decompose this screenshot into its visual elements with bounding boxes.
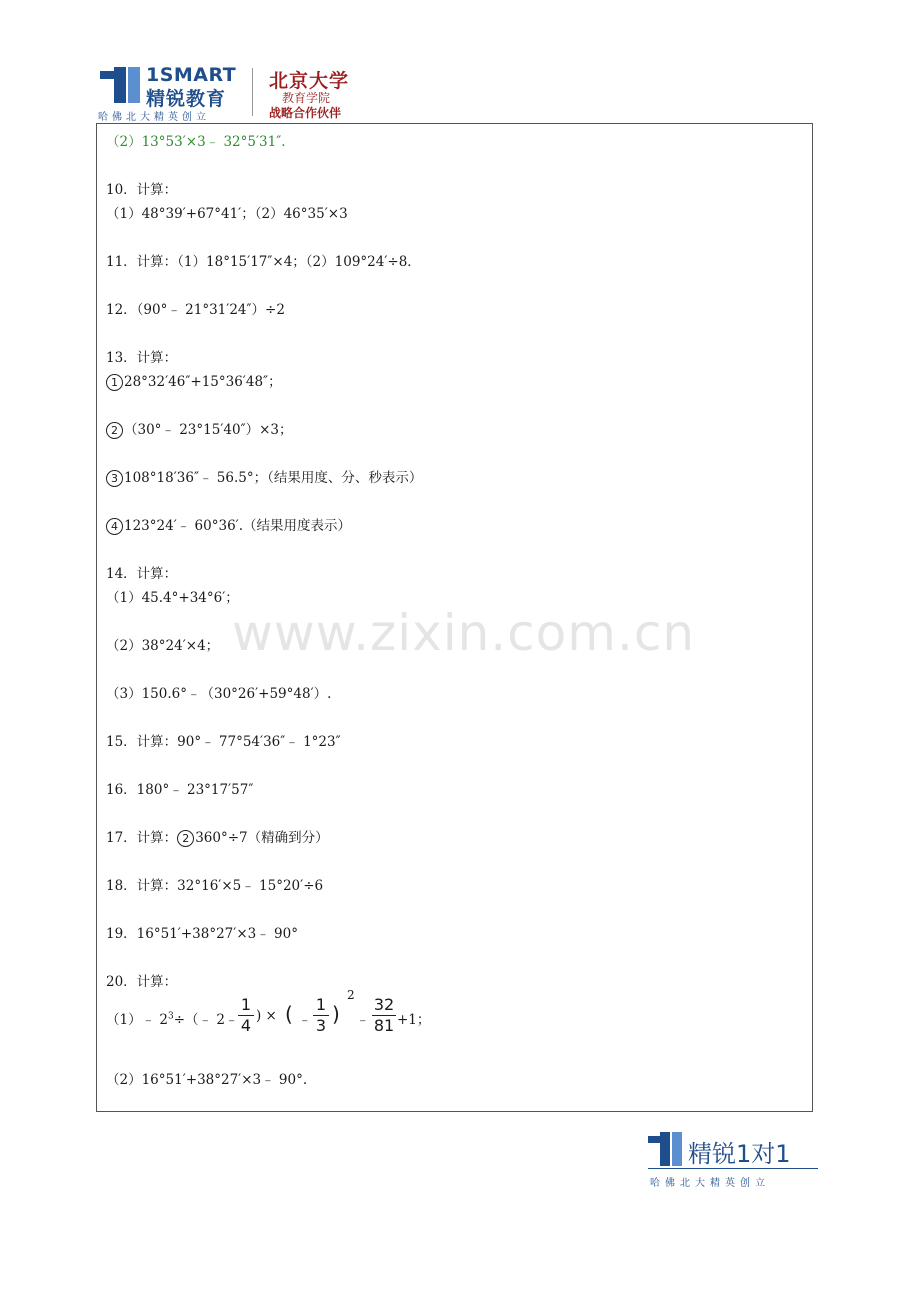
circled-number: 2 [106,422,123,439]
question-10-title: 10．计算： [106,182,178,198]
formula-tail: +1； [397,1012,431,1028]
question-18: 18．计算：32°16′×5﹣ 15°20′÷6 [106,878,324,894]
footer-brand-name: 精锐1对1 [688,1140,791,1168]
smart-logo-icon [100,67,142,103]
smart-logo-icon [648,1132,684,1166]
question-17 [106,826,329,847]
answer-line: （2）13°53′×3﹣ 32°5′31″. [106,134,286,150]
question-13-title: 13．计算： [106,350,178,366]
partner-name: 北京大学 [269,70,350,92]
formula-close-times: ) × [256,1008,277,1024]
exponent: 3 [167,1011,174,1022]
question-14-title: 14．计算： [106,566,178,582]
question-12: 12．（90°﹣ 21°31′24″）÷2 [106,302,285,318]
question-15: 15．计算：90°﹣ 77°54′36″﹣ 1°23″ [106,734,341,750]
circled-number: 3 [106,470,123,487]
question-19: 19．16°51′+38°27′×3﹣ 90° [106,926,298,942]
brand-tagline: 哈佛北大精英创立 [98,112,210,123]
brand-english: 1SMART [146,64,237,86]
denominator: 4 [240,1016,252,1035]
item-text: 123°24′﹣ 60°36′.（结果用度表示） [124,518,352,534]
item-text: 360°÷7（精确到分） [195,830,329,846]
question-13-item-1 [106,370,282,391]
numerator: 32 [373,995,395,1014]
circled-number: 2 [177,830,194,847]
fraction-32-81 [372,996,396,1035]
circled-number: 1 [106,374,123,391]
formula-prefix [106,1008,238,1028]
question-10-body: （1）48°39′+67°41′；（2）46°35′×3 [106,206,348,222]
formula-prefix-text: （1）﹣ 2 [106,1012,168,1028]
question-14-item-3: （3）150.6°﹣（30°26′+59°48′）. [106,686,332,702]
item-text: （30°﹣ 23°15′40″）×3； [124,422,293,438]
watermark: www.zixin.com.cn [232,604,696,662]
partner-role: 战略合作伙伴 [269,106,342,120]
fraction-one-third [313,996,329,1035]
formula-division: ÷（﹣ 2﹣ [173,1012,239,1028]
partner-subtitle: 教育学院 [282,91,331,105]
footer-divider [648,1168,818,1169]
item-text: 108°18′36″﹣ 56.5°；（结果用度、分、秒表示） [124,470,423,486]
denominator: 81 [373,1016,395,1035]
question-13-item-3 [106,466,422,487]
denominator: 3 [315,1016,327,1035]
numerator: 1 [315,995,327,1014]
formula-minus-2: ﹣ [356,1012,370,1028]
circled-number: 4 [106,518,123,535]
footer-tagline: 哈佛北大精英创立 [650,1178,770,1189]
item-text: 28°32′46″+15°36′48″； [124,374,282,390]
question-14-item-1: （1）45.4°+34°6′； [106,590,239,606]
square-exponent: 2 [347,988,355,1002]
close-paren: ) [332,1002,340,1026]
question-20-title: 20．计算： [106,974,178,990]
question-20-item-2: （2）16°51′+38°27′×3﹣ 90°. [106,1072,308,1088]
open-paren: ( [285,1002,293,1026]
logo-divider [252,68,253,116]
question-13-item-4 [106,514,351,535]
header-logos [96,64,396,123]
question-14-item-2: （2）38°24′×4； [106,638,220,654]
fraction-one-quarter [238,996,254,1035]
question-11: 11．计算：（1）18°15′17″×4；（2）109°24′÷8． [106,254,421,270]
brand-chinese: 精锐教育 [146,88,227,110]
question-13-item-2 [106,418,293,439]
question-16: 16．180°﹣ 23°17′57″ [106,782,254,798]
numerator: 1 [240,995,252,1014]
footer-logo [648,1132,820,1190]
formula-minus: ﹣ [298,1012,312,1028]
item-prefix: 17．计算： [106,830,178,846]
